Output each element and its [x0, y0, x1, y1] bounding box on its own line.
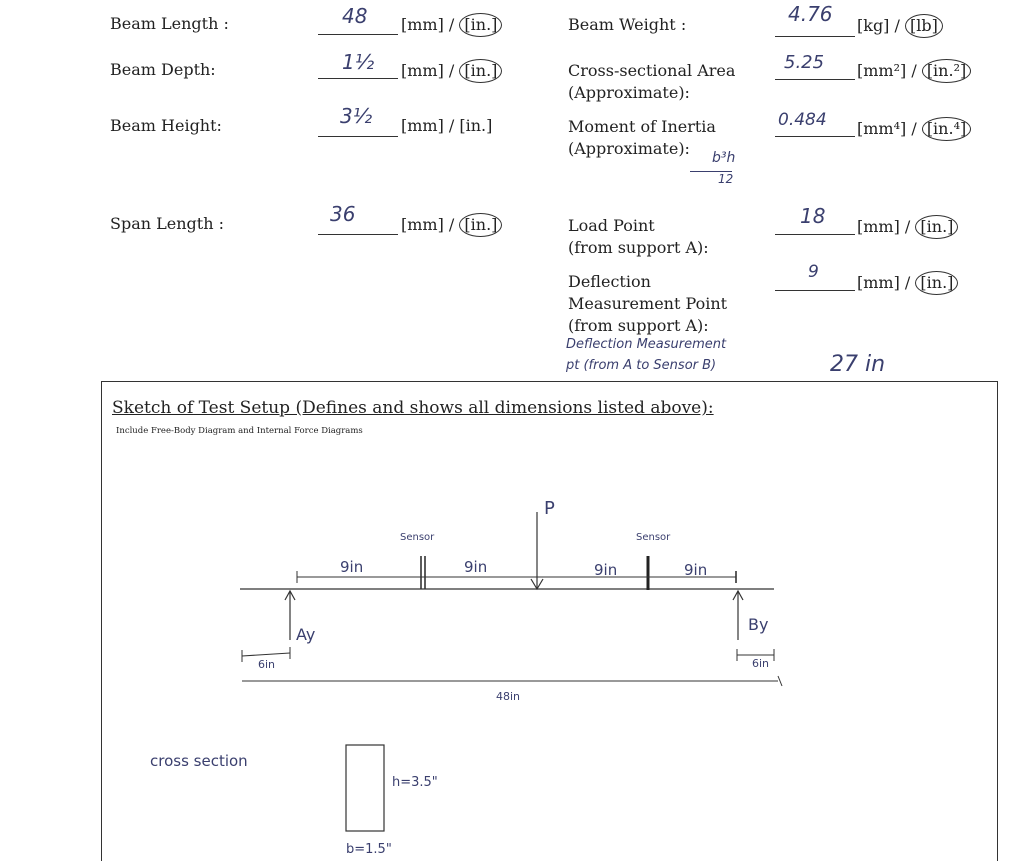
cross-area-value: 5.25	[784, 52, 825, 73]
unit-in-circled[interactable]: [in.]	[459, 213, 502, 237]
overhang-right-label: 6in	[752, 657, 770, 670]
beam-length-label: Beam Length :	[110, 14, 229, 33]
cross-section-b: b=1.5"	[346, 842, 392, 856]
overhang-left-label: 6in	[258, 658, 276, 671]
unit-mm: [mm] /	[401, 61, 455, 80]
span-length-label: Span Length :	[110, 214, 224, 233]
cross-area-label: Cross-sectional Area	[568, 61, 736, 80]
cross-area-sublabel: (Approximate):	[568, 83, 690, 102]
unit-in-circled[interactable]: [in.]	[459, 59, 502, 83]
unit-kg: [kg] /	[857, 16, 900, 35]
cross-section-rect	[346, 745, 384, 831]
moment-inertia-value: 0.484	[778, 110, 827, 130]
cross-section-label: cross section	[150, 752, 248, 770]
unit-in-circled[interactable]: [in.]	[459, 13, 502, 37]
load-point-value: 18	[800, 204, 826, 228]
beam-weight-label: Beam Weight :	[568, 15, 687, 34]
load-point-label: Load Point	[568, 216, 655, 235]
moment-inertia-label: Moment of Inertia	[568, 117, 716, 136]
formula-denominator: 12	[718, 172, 734, 186]
load-label: P	[544, 498, 555, 519]
segment-4-label: 9in	[684, 561, 708, 579]
segment-2-label: 9in	[464, 558, 488, 576]
beam-height-label: Beam Height:	[110, 116, 222, 135]
beam-height-value: 3½	[340, 104, 373, 128]
beam-length-value: 48	[342, 4, 368, 28]
moment-inertia-sublabel: (Approximate):	[568, 139, 690, 158]
segment-3-label: 9in	[594, 561, 618, 579]
unit-lb-circled[interactable]: [lb]	[905, 14, 943, 38]
deflection-label-3: (from support A):	[568, 316, 709, 335]
deflection-note-line1: Deflection Measurement	[566, 337, 727, 352]
sketch-subtitle: Include Free-Body Diagram and Internal Force Diagrams	[116, 426, 363, 436]
beam-height-unit: [mm] / [in.]	[401, 116, 493, 135]
unit-in-circled[interactable]: [in.]	[915, 271, 958, 295]
unit-in2-circled[interactable]: [in.²]	[922, 59, 971, 83]
deflection-note-value: 27 in	[830, 352, 886, 377]
deflection-label-2: Measurement Point	[568, 294, 728, 313]
beam-depth-value: 1½	[342, 50, 375, 74]
reaction-b-label: By	[748, 615, 769, 634]
span-length-value: 36	[330, 202, 356, 226]
sketch-title: Sketch of Test Setup (Defines and shows all dimensions listed above):	[112, 398, 714, 418]
unit-mm: [mm] /	[401, 15, 455, 34]
sensor-left-label: Sensor	[400, 532, 435, 543]
deflection-value: 9	[808, 262, 819, 282]
load-point-sublabel: (from support A):	[568, 238, 709, 257]
cross-section-h: h=3.5"	[392, 775, 438, 790]
unit-in-circled[interactable]: [in.]	[915, 215, 958, 239]
beam-depth-label: Beam Depth:	[110, 60, 216, 79]
deflection-label: Deflection	[568, 272, 651, 291]
reaction-a-label: Ay	[296, 625, 316, 644]
formula-numerator: b³h	[712, 150, 736, 166]
beam-weight-value: 4.76	[788, 2, 833, 26]
sensor-right-label: Sensor	[636, 532, 671, 543]
unit-mm4: [mm⁴] /	[857, 119, 917, 138]
unit-mm: [mm] /	[857, 273, 911, 292]
unit-mm: [mm] /	[857, 217, 911, 236]
overhang-left-dim	[242, 653, 290, 656]
unit-in4-circled[interactable]: [in.⁴]	[922, 117, 971, 141]
total-length-label: 48in	[496, 690, 521, 703]
unit-mm: [mm] /	[401, 215, 455, 234]
deflection-note-line2: pt (from A to Sensor B)	[566, 358, 717, 373]
unit-mm2: [mm²] /	[857, 61, 917, 80]
segment-1-label: 9in	[340, 558, 364, 576]
